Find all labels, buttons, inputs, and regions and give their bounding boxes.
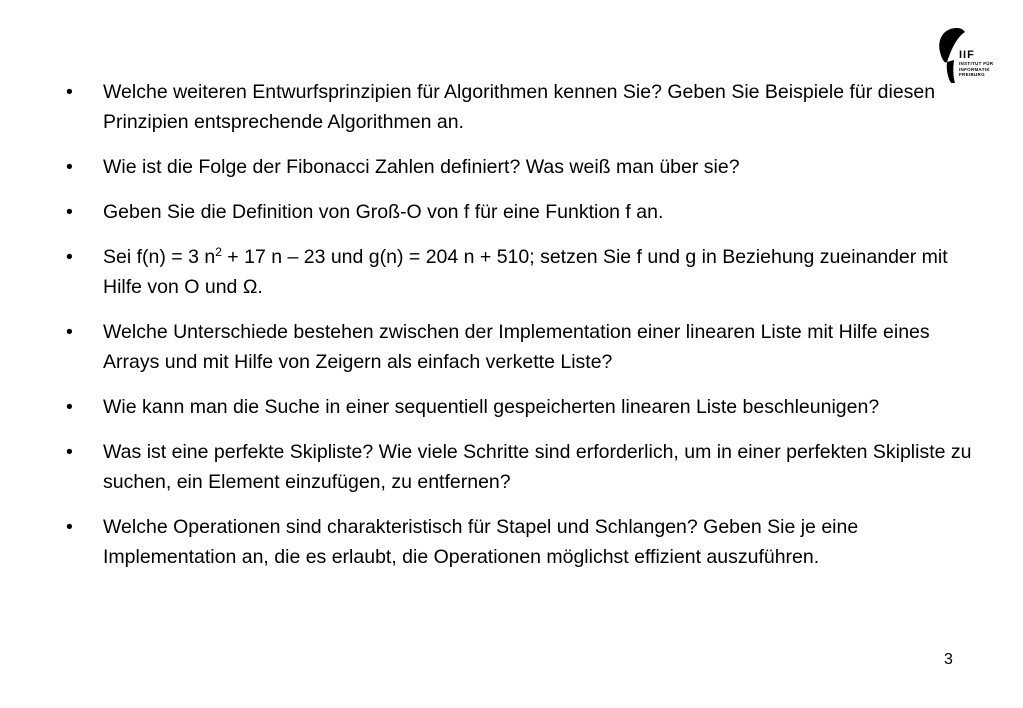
iif-logo-text	[959, 50, 999, 78]
list-item	[66, 512, 976, 572]
iif-logo	[935, 26, 995, 84]
logo-line3: FREIBURG	[959, 72, 985, 77]
superscript: 2	[215, 245, 222, 259]
logo-iif: IIF	[959, 49, 975, 61]
page-number: 3	[944, 651, 953, 668]
list-item-text: Wie kann man die Suche in einer sequentiell gespeicherten linearen Liste beschleunigen?	[103, 396, 880, 418]
bullet-icon: •	[66, 201, 73, 223]
list-item-text: Geben Sie die Definition von Groß-O von f für eine Funktion f an.	[103, 201, 664, 223]
bullet-icon: •	[66, 516, 73, 538]
list-item-text-post: + 17 n – 23 und g(n) = 204 n + 510; setzen Sie f und g in Beziehung zueinander mit Hilfe von O und Ω.	[103, 246, 948, 298]
list-item-text: Wie ist die Folge der Fibonacci Zahlen definiert? Was weiß man über sie?	[103, 156, 740, 178]
bullet-icon: •	[66, 441, 73, 463]
list-item	[66, 437, 976, 497]
bullet-icon: •	[66, 156, 73, 178]
list-item-text: Was ist eine perfekte Skipliste? Wie viele Schritte sind erforderlich, um in einer perfekten Skipliste zu suchen, ein Element einzufügen, zu entfernen?	[103, 441, 972, 493]
list-item	[66, 317, 976, 377]
list-item	[66, 152, 976, 182]
bullet-icon: •	[66, 321, 73, 343]
list-item	[66, 197, 976, 227]
list-item	[66, 392, 976, 422]
list-item-text: Welche weiteren Entwurfsprinzipien für Algorithmen kennen Sie? Geben Sie Beispiele für diesen Prinzipien entsprechende Algorithmen an.	[103, 81, 936, 133]
bullet-icon: •	[66, 246, 73, 268]
list-item-text: Welche Operationen sind charakteristisch für Stapel und Schlangen? Geben Sie je eine Implementation an, die es erlaubt, die Operationen möglichst effizient auszuführen.	[103, 516, 859, 568]
logo-line1: INSTITUT FÜR	[959, 61, 994, 66]
bullet-icon: •	[66, 396, 73, 418]
list-item	[66, 242, 976, 302]
list-item	[66, 77, 976, 137]
bullet-icon: •	[66, 81, 73, 103]
list-item-text: Welche Unterschiede bestehen zwischen der Implementation einer linearen Liste mit Hilfe eines Arrays und mit Hilfe von Zeigern als einfach verkette Liste?	[103, 321, 940, 373]
question-list	[66, 77, 976, 587]
logo-line2: INFORMATIK	[959, 66, 990, 72]
list-item-text-pre: Sei f(n) = 3 n	[103, 246, 216, 268]
